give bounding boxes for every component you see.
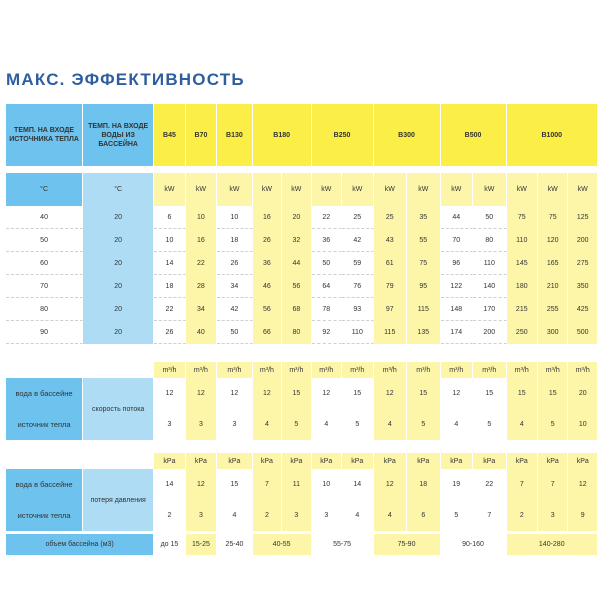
power-value-cell: 25 (342, 206, 373, 229)
power-value-cell: 10 (154, 229, 185, 252)
pressure-source-value: 5 (441, 500, 473, 531)
unit-flow: m³/h (342, 362, 373, 378)
model-b1000: B1000 (507, 104, 598, 166)
power-value-cell: 210 (538, 275, 568, 298)
flow-source-label: источник тепла (6, 409, 83, 440)
power-value-cell: 200 (473, 321, 507, 344)
unit-kw: kW (186, 173, 217, 206)
source-temp-cell: 60 (6, 252, 83, 275)
unit-pressure: kPa (507, 453, 538, 469)
power-value-cell: 68 (282, 298, 311, 321)
unit-kw: kW (154, 173, 185, 206)
flow-pool-value: 12 (312, 378, 342, 409)
pressure-source-value: 9 (568, 500, 598, 531)
power-value-cell: 250 (507, 321, 538, 344)
flow-source-value: 4 (441, 409, 473, 440)
power-value-cell: 34 (186, 298, 217, 321)
power-value-cell: 180 (507, 275, 538, 298)
flow-pool-value: 15 (507, 378, 538, 409)
power-value-cell: 42 (217, 298, 253, 321)
power-value-cell: 174 (441, 321, 473, 344)
flow-source-value: 4 (253, 409, 282, 440)
flow-pool-value: 20 (568, 378, 598, 409)
power-value-cell: 110 (342, 321, 373, 344)
power-row (6, 321, 598, 344)
power-value-cell: 148 (441, 298, 473, 321)
unit-flow: m³/h (538, 362, 568, 378)
source-temp-cell: 90 (6, 321, 83, 344)
unit-pressure: kPa (282, 453, 311, 469)
unit-flow: m³/h (568, 362, 598, 378)
unit-kw: kW (217, 173, 253, 206)
power-value-cell: 76 (342, 275, 373, 298)
power-value-cell: 28 (186, 275, 217, 298)
pressure-source-value: 4 (342, 500, 373, 531)
power-value-cell: 96 (441, 252, 473, 275)
model-b180: B180 (253, 104, 312, 166)
power-value-cell: 64 (312, 275, 342, 298)
flow-source-value: 4 (374, 409, 408, 440)
power-value-cell: 18 (154, 275, 185, 298)
model-b45: B45 (154, 104, 185, 166)
pressure-pool-value: 10 (312, 469, 342, 500)
flow-source-value: 4 (507, 409, 538, 440)
flow-pool-value: 12 (186, 378, 217, 409)
power-value-cell: 165 (538, 252, 568, 275)
power-value-cell: 20 (282, 206, 311, 229)
volume-b250: 55-75 (312, 534, 374, 555)
pressure-source-value: 7 (473, 500, 507, 531)
power-value-cell: 70 (441, 229, 473, 252)
power-value-cell: 34 (217, 275, 253, 298)
power-value-cell: 78 (312, 298, 342, 321)
pool-temp-cell: 20 (83, 206, 154, 229)
unit-celsius-source: °C (6, 173, 83, 206)
model-b70: B70 (186, 104, 217, 166)
pressure-source-value: 6 (407, 500, 441, 531)
unit-pressure: kPa (374, 453, 408, 469)
power-value-cell: 97 (374, 298, 408, 321)
unit-flow: m³/h (253, 362, 282, 378)
unit-flow: m³/h (507, 362, 538, 378)
unit-kw: kW (312, 173, 342, 206)
pressure-pool-value: 14 (342, 469, 373, 500)
pressure-source-value: 4 (217, 500, 253, 531)
pressure-pool-value: 7 (538, 469, 568, 500)
power-value-cell: 40 (186, 321, 217, 344)
header-pool-temp: ТЕМП. НА ВХОДЕ ВОДЫ ИЗ БАССЕЙНА (83, 104, 154, 166)
power-value-cell: 50 (217, 321, 253, 344)
power-value-cell: 300 (538, 321, 568, 344)
power-value-cell: 275 (568, 252, 598, 275)
volume-b180: 40-55 (253, 534, 312, 555)
pressure-source-value: 3 (186, 500, 217, 531)
power-value-cell: 36 (253, 252, 282, 275)
power-value-cell: 26 (253, 229, 282, 252)
pressure-pool-value: 12 (186, 469, 217, 500)
flow-pool-value: 15 (342, 378, 373, 409)
power-value-cell: 26 (217, 252, 253, 275)
power-value-cell: 75 (407, 252, 441, 275)
unit-pressure: kPa (186, 453, 217, 469)
unit-pressure: kPa (568, 453, 598, 469)
pressure-loss-label: потеря давления (83, 469, 154, 531)
pressure-source-label: источник тепла (6, 500, 83, 531)
power-value-cell: 43 (374, 229, 408, 252)
model-b500: B500 (441, 104, 507, 166)
power-value-cell: 42 (342, 229, 373, 252)
unit-flow: m³/h (441, 362, 473, 378)
pressure-source-value: 2 (507, 500, 538, 531)
power-value-cell: 95 (407, 275, 441, 298)
pressure-source-value: 2 (253, 500, 282, 531)
pressure-pool-value: 7 (507, 469, 538, 500)
unit-kw: kW (253, 173, 282, 206)
power-row (6, 206, 598, 229)
pool-volume-label: объем бассейна (м3) (6, 534, 154, 555)
power-value-cell: 80 (473, 229, 507, 252)
flow-rate-label: скорость потока (83, 378, 154, 440)
unit-flow: m³/h (374, 362, 408, 378)
power-value-cell: 56 (253, 298, 282, 321)
power-value-cell: 32 (282, 229, 311, 252)
flow-pool-value: 12 (253, 378, 282, 409)
power-value-cell: 18 (217, 229, 253, 252)
pressure-pool-value: 11 (282, 469, 311, 500)
pool-temp-cell: 20 (83, 275, 154, 298)
power-row (6, 252, 598, 275)
unit-kw: kW (507, 173, 538, 206)
power-value-cell: 79 (374, 275, 408, 298)
flow-pool-value: 15 (473, 378, 507, 409)
volume-b500: 90-160 (441, 534, 507, 555)
flow-source-value: 5 (342, 409, 373, 440)
model-b250: B250 (312, 104, 374, 166)
flow-source-value: 3 (217, 409, 253, 440)
pressure-source-value: 4 (374, 500, 408, 531)
model-b300: B300 (374, 104, 441, 166)
unit-kw: kW (568, 173, 598, 206)
power-row (6, 229, 598, 252)
volume-b70: 15-25 (186, 534, 217, 555)
power-value-cell: 22 (154, 298, 185, 321)
unit-pressure: kPa (538, 453, 568, 469)
power-value-cell: 75 (507, 206, 538, 229)
flow-pool-value: 12 (374, 378, 408, 409)
power-value-cell: 26 (154, 321, 185, 344)
source-temp-cell: 40 (6, 206, 83, 229)
unit-kw: kW (282, 173, 311, 206)
power-value-cell: 200 (568, 229, 598, 252)
power-value-cell: 6 (154, 206, 185, 229)
unit-kw: kW (473, 173, 507, 206)
power-value-cell: 110 (473, 252, 507, 275)
unit-kw: kW (441, 173, 473, 206)
unit-pressure: kPa (253, 453, 282, 469)
model-b130: B130 (217, 104, 253, 166)
power-value-cell: 115 (407, 298, 441, 321)
volume-b45: до 15 (154, 534, 185, 555)
pressure-pool-value: 18 (407, 469, 441, 500)
power-value-cell: 255 (538, 298, 568, 321)
pressure-pool-value: 22 (473, 469, 507, 500)
power-value-cell: 135 (407, 321, 441, 344)
flow-pool-value: 12 (441, 378, 473, 409)
power-value-cell: 125 (568, 206, 598, 229)
unit-flow: m³/h (186, 362, 217, 378)
unit-flow: m³/h (217, 362, 253, 378)
flow-pool-value: 12 (154, 378, 185, 409)
power-value-cell: 50 (312, 252, 342, 275)
pool-temp-cell: 20 (83, 298, 154, 321)
power-value-cell: 350 (568, 275, 598, 298)
power-value-cell: 46 (253, 275, 282, 298)
power-value-cell: 145 (507, 252, 538, 275)
unit-flow: m³/h (312, 362, 342, 378)
unit-kw: kW (342, 173, 373, 206)
unit-flow: m³/h (473, 362, 507, 378)
pressure-pool-value: 12 (374, 469, 408, 500)
pressure-source-value: 3 (312, 500, 342, 531)
unit-flow: m³/h (154, 362, 185, 378)
pressure-source-value: 3 (282, 500, 311, 531)
unit-pressure: kPa (441, 453, 473, 469)
unit-flow: m³/h (282, 362, 311, 378)
source-temp-cell: 50 (6, 229, 83, 252)
flow-pool-value: 15 (282, 378, 311, 409)
unit-pressure: kPa (312, 453, 342, 469)
power-value-cell: 55 (407, 229, 441, 252)
power-value-cell: 36 (312, 229, 342, 252)
power-value-cell: 140 (473, 275, 507, 298)
source-temp-cell: 70 (6, 275, 83, 298)
unit-pressure: kPa (342, 453, 373, 469)
volume-b130: 25-40 (217, 534, 253, 555)
pressure-pool-value: 15 (217, 469, 253, 500)
power-value-cell: 120 (538, 229, 568, 252)
power-value-cell: 92 (312, 321, 342, 344)
power-value-cell: 80 (282, 321, 311, 344)
flow-pool-value: 15 (407, 378, 441, 409)
unit-pressure: kPa (154, 453, 185, 469)
pressure-pool-value: 14 (154, 469, 185, 500)
unit-pressure: kPa (217, 453, 253, 469)
power-value-cell: 75 (538, 206, 568, 229)
flow-source-value: 5 (473, 409, 507, 440)
pressure-pool-value: 7 (253, 469, 282, 500)
pressure-pool-label: вода в бассейне (6, 469, 83, 500)
power-value-cell: 44 (282, 252, 311, 275)
flow-source-value: 5 (407, 409, 441, 440)
pressure-pool-value: 19 (441, 469, 473, 500)
volume-b300: 75-90 (374, 534, 441, 555)
unit-flow: m³/h (407, 362, 441, 378)
unit-celsius-pool: °C (83, 173, 154, 206)
power-value-cell: 44 (441, 206, 473, 229)
power-row (6, 275, 598, 298)
flow-source-value: 10 (568, 409, 598, 440)
unit-pressure: kPa (473, 453, 507, 469)
volume-b1000: 140-280 (507, 534, 598, 555)
power-value-cell: 59 (342, 252, 373, 275)
power-value-cell: 110 (507, 229, 538, 252)
power-value-cell: 10 (186, 206, 217, 229)
header-source-temp: ТЕМП. НА ВХОДЕ ИСТОЧНИКА ТЕПЛА (6, 104, 83, 166)
power-value-cell: 122 (441, 275, 473, 298)
power-value-cell: 66 (253, 321, 282, 344)
pool-temp-cell: 20 (83, 229, 154, 252)
source-temp-cell: 80 (6, 298, 83, 321)
flow-source-value: 4 (312, 409, 342, 440)
power-value-cell: 16 (186, 229, 217, 252)
pool-temp-cell: 20 (83, 321, 154, 344)
pressure-source-value: 3 (538, 500, 568, 531)
flow-source-value: 5 (282, 409, 311, 440)
unit-pressure: kPa (407, 453, 441, 469)
power-value-cell: 25 (374, 206, 408, 229)
power-value-cell: 425 (568, 298, 598, 321)
flow-source-value: 3 (186, 409, 217, 440)
power-value-cell: 56 (282, 275, 311, 298)
power-value-cell: 115 (374, 321, 408, 344)
power-value-cell: 170 (473, 298, 507, 321)
flow-source-value: 3 (154, 409, 185, 440)
power-value-cell: 22 (312, 206, 342, 229)
pressure-pool-value: 12 (568, 469, 598, 500)
power-row (6, 298, 598, 321)
unit-kw: kW (407, 173, 441, 206)
power-value-cell: 10 (217, 206, 253, 229)
efficiency-table (6, 104, 598, 555)
power-value-cell: 22 (186, 252, 217, 275)
pool-temp-cell: 20 (83, 252, 154, 275)
unit-kw: kW (538, 173, 568, 206)
flow-pool-value: 15 (538, 378, 568, 409)
flow-pool-label: вода в бассейне (6, 378, 83, 409)
pressure-source-value: 2 (154, 500, 185, 531)
unit-kw: kW (374, 173, 408, 206)
power-value-cell: 35 (407, 206, 441, 229)
page-title: МАКС. ЭФФЕКТИВНОСТЬ (6, 70, 245, 89)
power-value-cell: 500 (568, 321, 598, 344)
power-value-cell: 215 (507, 298, 538, 321)
power-value-cell: 16 (253, 206, 282, 229)
power-value-cell: 61 (374, 252, 408, 275)
power-value-cell: 50 (473, 206, 507, 229)
flow-source-value: 5 (538, 409, 568, 440)
power-value-cell: 93 (342, 298, 373, 321)
flow-pool-value: 12 (217, 378, 253, 409)
power-value-cell: 14 (154, 252, 185, 275)
